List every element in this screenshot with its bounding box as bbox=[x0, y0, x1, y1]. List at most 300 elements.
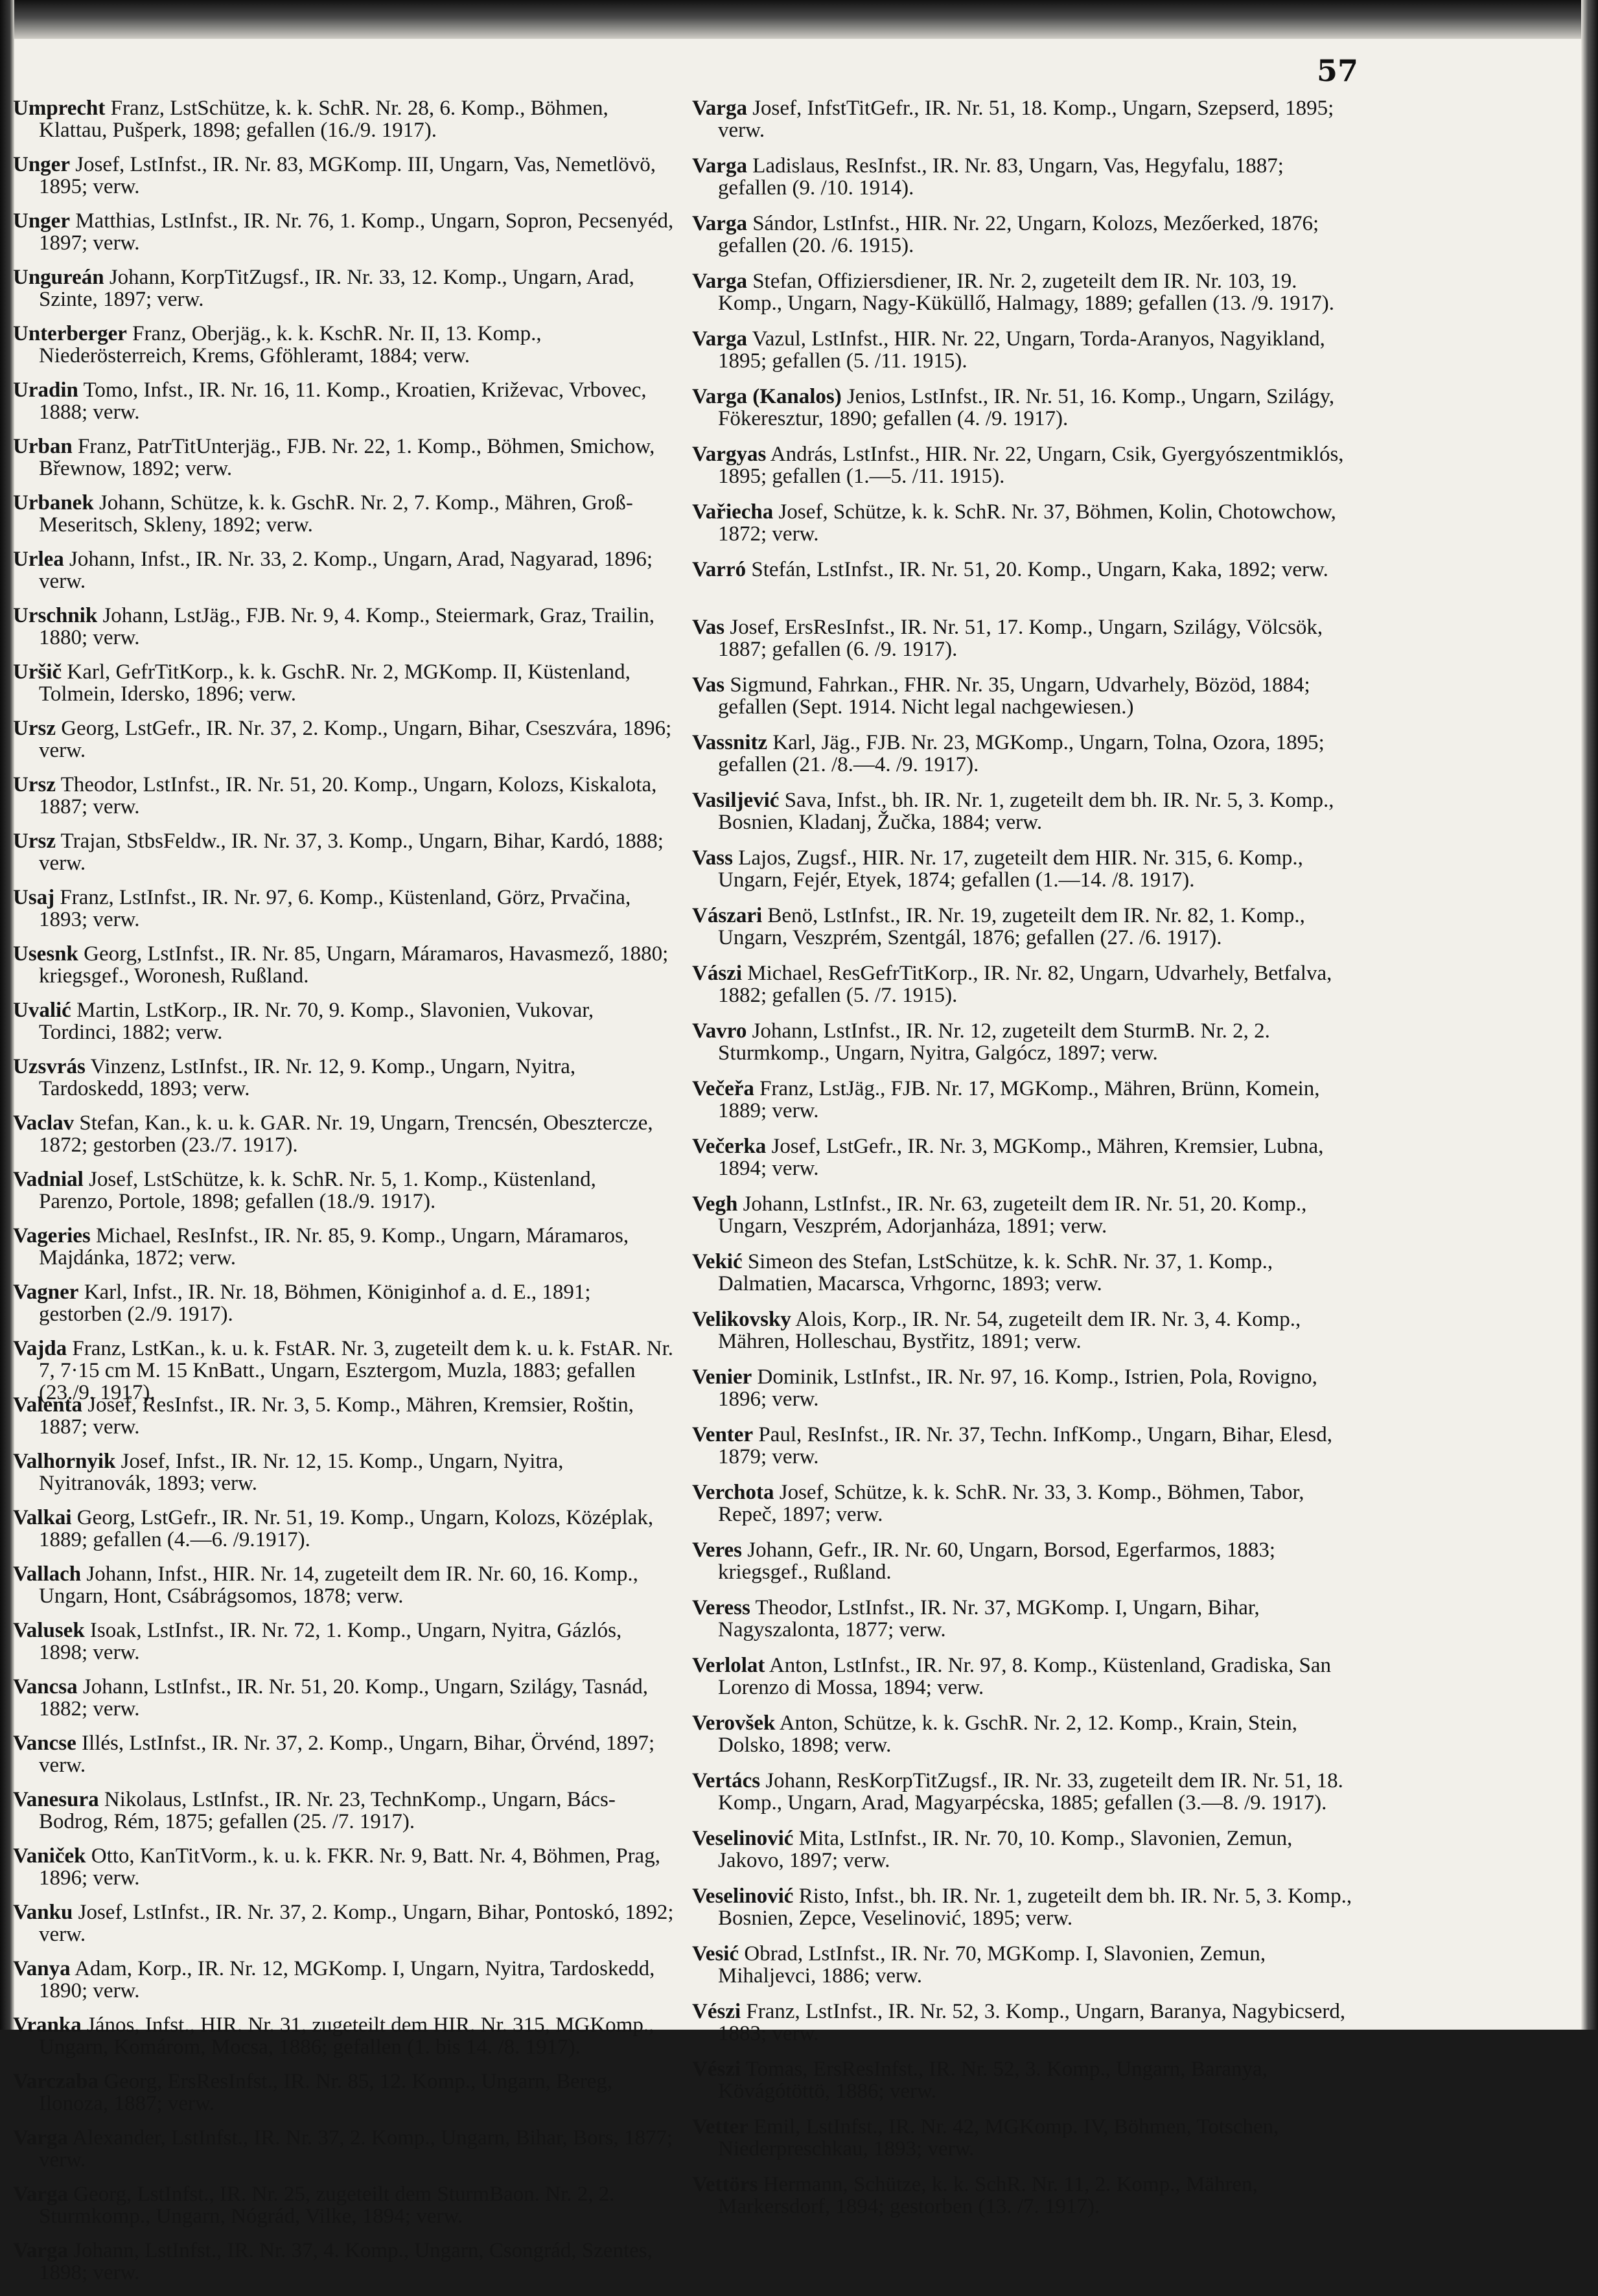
casualty-entry bbox=[13, 1507, 674, 1563]
casualty-entry bbox=[692, 847, 1356, 905]
right-column bbox=[692, 97, 1356, 2231]
entry-text bbox=[13, 774, 674, 818]
entry-surname: Venier bbox=[692, 1365, 752, 1389]
entry-text bbox=[692, 962, 1356, 1006]
casualty-entry bbox=[13, 1619, 674, 1676]
entry-text bbox=[692, 1885, 1356, 1929]
entry-text bbox=[13, 2014, 674, 2058]
casualty-entry bbox=[692, 2058, 1356, 2116]
entry-details: Anton, Schütze, k. k. GschR. Nr. 2, 12. Komp., Krain, Stein, Dolsko, 1898; verw. bbox=[718, 1711, 1298, 1757]
entry-text bbox=[13, 210, 674, 254]
casualty-entry bbox=[692, 1020, 1356, 1078]
casualty-entry bbox=[692, 1251, 1356, 1308]
casualty-entry bbox=[13, 774, 674, 830]
entry-details: Johann, LstJäg., FJB. Nr. 9, 4. Komp., Steiermark, Graz, Trailin, 1880; verw. bbox=[39, 604, 654, 649]
casualty-entry bbox=[13, 887, 674, 943]
entry-text bbox=[692, 1712, 1356, 1756]
casualty-entry bbox=[692, 1308, 1356, 1366]
entry-text bbox=[13, 1225, 674, 1269]
casualty-entry bbox=[692, 328, 1356, 386]
entry-details: Paul, ResInfst., IR. Nr. 37, Techn. InfKomp., Ungarn, Bihar, Elesd, 1879; verw. bbox=[718, 1423, 1333, 1468]
entry-surname: Ursz bbox=[13, 717, 56, 740]
entry-text bbox=[13, 605, 674, 649]
casualty-entry bbox=[13, 605, 674, 661]
entry-surname: Vadnial bbox=[13, 1168, 84, 1191]
entry-details: Josef, ErsResInfst., IR. Nr. 51, 17. Komp., Ungarn, Szilágy, Völcsök, 1887; gefallen (6. /9. 1917). bbox=[718, 616, 1323, 661]
entry-text bbox=[692, 905, 1356, 949]
entry-details: Sigmund, Fahrkan., FHR. Nr. 35, Ungarn, Udvarhely, Bözöd, 1884; gefallen (Sept. 1914. Nicht legal nachgewiesen.) bbox=[718, 673, 1310, 719]
entry-surname: Valhornyik bbox=[13, 1450, 116, 1473]
entry-details: Otto, KanTitVorm., k. u. k. FKR. Nr. 9, Batt. Nr. 4, Böhmen, Prag, 1896; verw. bbox=[39, 1844, 660, 1890]
casualty-entry bbox=[692, 1366, 1356, 1424]
casualty-entry bbox=[692, 962, 1356, 1020]
entry-details: Johann, Infst., HIR. Nr. 14, zugeteilt dem IR. Nr. 60, 16. Komp., Ungarn, Hont, Csábrágsomos, 1878; verw. bbox=[39, 1562, 638, 1608]
entry-surname: Unger bbox=[13, 153, 70, 176]
entry-details: Anton, LstInfst., IR. Nr. 97, 8. Komp., Küstenland, Gradiska, San Lorenzo di Mossa, 1894; verw. bbox=[718, 1654, 1331, 1699]
entry-surname: Vagner bbox=[13, 1281, 79, 1304]
casualty-entry bbox=[13, 154, 674, 210]
entry-text bbox=[692, 1827, 1356, 1872]
entry-text bbox=[13, 1394, 674, 1438]
entry-details: Isoak, LstInfst., IR. Nr. 72, 1. Komp., Ungarn, Nyitra, Gázlós, 1898; verw. bbox=[39, 1619, 622, 1664]
entry-text bbox=[13, 379, 674, 423]
entry-details: Karl, GefrTitKorp., k. k. GschR. Nr. 2, MGKomp. II, Küstenland, Tolmein, Idersko, 1896; verw. bbox=[39, 660, 631, 706]
entry-text bbox=[692, 2000, 1356, 2045]
casualty-entry bbox=[13, 323, 674, 379]
entry-details: Johann, ResKorpTitZugsf., IR. Nr. 33, zugeteilt dem IR. Nr. 51, 18. Komp., Ungarn, Arad, Magyarpécska, 1885; gefallen (3.—8. /9. 1917). bbox=[718, 1769, 1343, 1815]
entry-text bbox=[13, 1619, 674, 1664]
entry-details: Simeon des Stefan, LstSchütze, k. k. SchR. Nr. 37, 1. Komp., Dalmatien, Macarsca, Vrhgornc, 1893; verw. bbox=[718, 1250, 1273, 1295]
entry-surname: Velikovsky bbox=[692, 1308, 791, 1331]
entry-surname: Vetter bbox=[692, 2115, 748, 2139]
casualty-entry bbox=[692, 616, 1356, 674]
entry-details: Jenios, LstInfst., IR. Nr. 51, 16. Komp., Ungarn, Szilágy, Fökeresztur, 1890; gefallen (4. /9. 1917). bbox=[718, 385, 1335, 430]
entry-surname: Uršič bbox=[13, 660, 62, 684]
entry-surname: Uzsvrás bbox=[13, 1055, 86, 1078]
entry-text bbox=[13, 2070, 674, 2115]
casualty-entry bbox=[13, 1845, 674, 1901]
entry-text bbox=[13, 323, 674, 367]
casualty-entry bbox=[13, 2070, 674, 2127]
entry-details: Tomas, ErsResInfst., IR. Nr. 52, 3. Komp., Ungarn, Baranya, Kövágótöttö, 1886; verw. bbox=[718, 2058, 1268, 2103]
entry-surname: Vargyas bbox=[692, 443, 767, 466]
entry-surname: Vasiljević bbox=[692, 789, 780, 812]
entry-text bbox=[692, 1078, 1356, 1122]
entry-details: Michael, ResInfst., IR. Nr. 85, 9. Komp., Ungarn, Máramaros, Majdánka, 1872; verw. bbox=[39, 1224, 629, 1270]
casualty-entry bbox=[692, 1712, 1356, 1770]
casualty-entry bbox=[13, 1789, 674, 1845]
casualty-entry bbox=[13, 1112, 674, 1168]
entry-surname: Uvalić bbox=[13, 999, 71, 1022]
entry-details: Martin, LstKorp., IR. Nr. 70, 9. Komp., Slavonien, Vukovar, Tordinci, 1882; verw. bbox=[39, 999, 594, 1044]
casualty-entry bbox=[692, 97, 1356, 155]
entry-text bbox=[13, 1901, 674, 1945]
entry-surname: Verchota bbox=[692, 1481, 774, 1504]
entry-details: Hermann, Schütze, k. k. SchR. Nr. 11, 2. Komp., Mähren, Markersdorf, 1894; gestorben (13. /7. 1917). bbox=[718, 2173, 1258, 2218]
entry-surname: Vaclav bbox=[13, 1111, 75, 1135]
entry-details: Franz, LstJäg., FJB. Nr. 17, MGKomp., Mähren, Brünn, Komein, 1889; verw. bbox=[718, 1077, 1320, 1122]
entry-details: Alois, Korp., IR. Nr. 54, zugeteilt dem IR. Nr. 3, 4. Komp., Mähren, Holleschau, Bystřitz, 1891; verw. bbox=[718, 1308, 1301, 1353]
entry-details: Alexander, LstInfst., IR. Nr. 37, 2. Komp., Ungarn, Bihar, Bors, 1877; verw. bbox=[39, 2126, 673, 2172]
entry-surname: Urlea bbox=[13, 548, 64, 571]
entry-text bbox=[692, 1539, 1356, 1583]
entry-details: Franz, PatrTitUnterjäg., FJB. Nr. 22, 1. Komp., Böhmen, Smichow, Břewnow, 1892; verw. bbox=[39, 435, 655, 480]
entry-surname: Veres bbox=[692, 1538, 742, 1562]
entry-surname: Veselinović bbox=[692, 1827, 794, 1850]
entry-surname: Venter bbox=[692, 1423, 754, 1446]
casualty-entry bbox=[13, 1901, 674, 1958]
entry-text bbox=[692, 155, 1356, 199]
casualty-entry bbox=[13, 492, 674, 548]
casualty-entry bbox=[13, 435, 674, 492]
casualty-entry bbox=[692, 674, 1356, 732]
entry-details: Theodor, LstInfst., IR. Nr. 37, MGKomp. I, Ungarn, Bihar, Nagyszalonta, 1877; verw. bbox=[718, 1596, 1260, 1641]
entry-text bbox=[692, 1770, 1356, 1814]
entry-details: Karl, Infst., IR. Nr. 18, Böhmen, Königinhof a. d. E., 1891; gestorben (2./9. 1917). bbox=[39, 1281, 591, 1326]
entry-text bbox=[13, 661, 674, 705]
casualty-entry bbox=[13, 1732, 674, 1789]
entry-surname: Urbanek bbox=[13, 491, 94, 515]
entry-details: Franz, LstKan., k. u. k. FstAR. Nr. 3, zugeteilt dem k. u. k. FstAR. Nr. 7, 7·15 cm M. 15 KnBatt., Ungarn, Esztergom, Muzla, 1883; gefallen (23./9. 1917). bbox=[39, 1337, 674, 1404]
entry-text bbox=[692, 2174, 1356, 2218]
entry-text bbox=[13, 1789, 674, 1833]
entry-text bbox=[692, 1597, 1356, 1641]
entry-details: Josef, InfstTitGefr., IR. Nr. 51, 18. Komp., Ungarn, Szepserd, 1895; verw. bbox=[718, 97, 1334, 142]
entry-details: Josef, LstSchütze, k. k. SchR. Nr. 5, 1. Komp., Küstenland, Parenzo, Portole, 1898; gefallen (18./9. 1917). bbox=[39, 1168, 596, 1213]
entry-surname: Vanya bbox=[13, 1957, 71, 1980]
entry-details: Johann, LstInfst., IR. Nr. 12, zugeteilt dem SturmB. Nr. 2, 2. Sturmkomp., Ungarn, Nyitra, Galgócz, 1897; verw. bbox=[718, 1019, 1270, 1065]
entry-text bbox=[692, 1193, 1356, 1237]
entry-surname: Vařiecha bbox=[692, 500, 774, 524]
entry-surname: Umprecht bbox=[13, 97, 106, 120]
casualty-entry bbox=[692, 1827, 1356, 1885]
entry-surname: Varga bbox=[692, 327, 747, 351]
entry-details: Franz, LstInfst., IR. Nr. 97, 6. Komp., Küstenland, Görz, Prvačina, 1893; verw. bbox=[39, 886, 631, 931]
entry-surname: Varró bbox=[692, 558, 747, 581]
casualty-entry bbox=[692, 1597, 1356, 1654]
entry-details: Josef, Schütze, k. k. SchR. Nr. 37, Böhmen, Kolin, Chotowchow, 1872; verw. bbox=[718, 500, 1336, 546]
entry-text bbox=[692, 501, 1356, 545]
entry-details: Johann, Schütze, k. k. GschR. Nr. 2, 7. Komp., Mähren, Groß-Meseritsch, Skleny, 1892; verw. bbox=[39, 491, 633, 537]
casualty-entry bbox=[13, 943, 674, 999]
entry-details: János, Infst., HIR. Nr. 31, zugeteilt dem HIR. Nr. 315, MGKomp., Ungarn, Komárom, Mocsa, 1886; gefallen (1. bis 14. /8. 1917). bbox=[39, 2013, 654, 2059]
entry-text bbox=[692, 328, 1356, 372]
entry-surname: Vallach bbox=[13, 1562, 82, 1586]
entry-text bbox=[692, 847, 1356, 891]
entry-text bbox=[13, 1281, 674, 1325]
entry-details: Sándor, LstInfst., HIR. Nr. 22, Ungarn, Kolozs, Mezőerked, 1876; gefallen (20. /6. 1915). bbox=[718, 212, 1319, 257]
entry-surname: Vas bbox=[692, 616, 725, 639]
entry-text bbox=[692, 674, 1356, 718]
entry-text bbox=[13, 830, 674, 874]
casualty-entry bbox=[13, 2183, 674, 2240]
entry-surname: Vassnitz bbox=[692, 731, 768, 754]
entry-text bbox=[13, 97, 674, 141]
casualty-entry bbox=[13, 1563, 674, 1619]
entry-details: Vinzenz, LstInfst., IR. Nr. 12, 9. Komp., Ungarn, Nyitra, Tardoskedd, 1893; verw. bbox=[39, 1055, 576, 1100]
casualty-entry bbox=[692, 501, 1356, 559]
entry-details: Mita, LstInfst., IR. Nr. 70, 10. Komp., Slavonien, Zemun, Jakovo, 1897; verw. bbox=[718, 1827, 1293, 1872]
entry-text bbox=[13, 943, 674, 987]
entry-text bbox=[692, 732, 1356, 776]
entry-details: Benö, LstInfst., IR. Nr. 19, zugeteilt dem IR. Nr. 82, 1. Komp., Ungarn, Veszprém, Szentgál, 1876; gefallen (27. /6. 1917). bbox=[718, 904, 1305, 949]
casualty-entry bbox=[692, 155, 1356, 213]
entry-details: Josef, Schütze, k. k. SchR. Nr. 33, 3. Komp., Böhmen, Tabor, Repeč, 1897; verw. bbox=[718, 1481, 1304, 1526]
entry-details: Michael, ResGefrTitKorp., IR. Nr. 82, Ungarn, Udvarhely, Betfalva, 1882; gefallen (5. /7. 1915). bbox=[718, 962, 1332, 1007]
entry-details: Stefan, Kan., k. u. k. GAR. Nr. 19, Ungarn, Trencsén, Obesztercze, 1872; gestorben (23./7. 1917). bbox=[39, 1111, 653, 1157]
entry-surname: Varga bbox=[13, 2183, 68, 2206]
casualty-entry bbox=[692, 1481, 1356, 1539]
casualty-entry bbox=[13, 210, 674, 266]
entry-text bbox=[13, 154, 674, 198]
entry-details: Georg, LstGefr., IR. Nr. 51, 19. Komp., Ungarn, Kolozs, Középlak, 1889; gefallen (4.—6. /9.1917). bbox=[39, 1506, 654, 1551]
casualty-entry bbox=[13, 1281, 674, 1338]
casualty-entry bbox=[13, 548, 674, 605]
entry-details: Josef, LstInfst., IR. Nr. 83, MGKomp. III, Ungarn, Vas, Nemetlövö, 1895; verw. bbox=[39, 153, 656, 198]
entry-text bbox=[692, 1366, 1356, 1410]
entry-surname: Ursz bbox=[13, 773, 56, 796]
entry-text bbox=[13, 1563, 674, 1607]
entry-surname: Urban bbox=[13, 435, 73, 458]
entry-details: Franz, LstSchütze, k. k. SchR. Nr. 28, 6. Komp., Böhmen, Klattau, Pušperk, 1898; gefallen (16./9. 1917). bbox=[39, 97, 608, 142]
entry-details: Josef, ResInfst., IR. Nr. 3, 5. Komp., Mähren, Kremsier, Roštin, 1887; verw. bbox=[39, 1393, 634, 1439]
page-number: 57 bbox=[1316, 53, 1358, 88]
entry-details: Johann, Infst., IR. Nr. 33, 2. Komp., Ungarn, Arad, Nagyarad, 1896; verw. bbox=[39, 548, 653, 593]
entry-surname: Vászari bbox=[692, 904, 763, 927]
casualty-entry bbox=[13, 2014, 674, 2070]
casualty-entry bbox=[13, 379, 674, 435]
entry-surname: Vas bbox=[692, 673, 725, 697]
entry-text bbox=[692, 1654, 1356, 1699]
entry-details: András, LstInfst., HIR. Nr. 22, Ungarn, Csik, Gyergyószentmiklós, 1895; gefallen (1.—5. /11. 1915). bbox=[718, 443, 1344, 488]
casualty-entry bbox=[13, 266, 674, 323]
entry-surname: Valkai bbox=[13, 1506, 72, 1529]
entry-text bbox=[13, 2240, 674, 2284]
entry-surname: Uradin bbox=[13, 378, 78, 402]
entry-details: Theodor, LstInfst., IR. Nr. 51, 20. Komp., Ungarn, Kolozs, Kiskalota, 1887; verw. bbox=[39, 773, 657, 818]
entry-surname: Valusek bbox=[13, 1619, 85, 1642]
casualty-entry bbox=[692, 732, 1356, 789]
entry-surname: Varga bbox=[13, 2239, 68, 2262]
casualty-entry bbox=[692, 1770, 1356, 1827]
entry-text bbox=[13, 1450, 674, 1494]
entry-details: Georg, LstInfst., IR. Nr. 25, zugeteilt dem SturmBaon. Nr. 2, 2. Sturmkomp., Ungarn, Nógrád, Vilke, 1894; verw. bbox=[39, 2183, 615, 2228]
entry-text bbox=[692, 1251, 1356, 1295]
entry-surname: Vanesura bbox=[13, 1788, 99, 1811]
entry-surname: Vekić bbox=[692, 1250, 743, 1273]
casualty-entry bbox=[692, 1654, 1356, 1712]
entry-details: Karl, Jäg., FJB. Nr. 23, MGKomp., Ungarn, Tolna, Ozora, 1895; gefallen (21. /8.—4. /9. 1917). bbox=[718, 731, 1325, 776]
entry-surname: Varga bbox=[692, 212, 747, 235]
casualty-entry bbox=[13, 1225, 674, 1281]
entry-surname: Večerka bbox=[692, 1135, 767, 1158]
left-column bbox=[13, 97, 674, 2296]
entry-text bbox=[692, 1481, 1356, 1525]
casualty-entry bbox=[13, 830, 674, 887]
entry-details: Obrad, LstInfst., IR. Nr. 70, MGKomp. I, Slavonien, Zemun, Mihaljevci, 1886; verw. bbox=[718, 1942, 1266, 1988]
entry-text bbox=[13, 887, 674, 931]
entry-text bbox=[692, 97, 1356, 141]
entry-surname: Varga bbox=[692, 154, 747, 178]
entry-details: Georg, LstGefr., IR. Nr. 37, 2. Komp., Ungarn, Bihar, Cseszvára, 1896; verw. bbox=[39, 717, 672, 762]
entry-surname: Varga bbox=[13, 2126, 68, 2150]
entry-text bbox=[692, 2116, 1356, 2160]
entry-surname: Vegh bbox=[692, 1192, 738, 1216]
entry-text bbox=[13, 548, 674, 592]
entry-details: Georg, LstInfst., IR. Nr. 85, Ungarn, Máramaros, Havasmező, 1880; kriegsgef., Woronesh, Rußland. bbox=[39, 942, 669, 988]
casualty-entry bbox=[13, 2127, 674, 2183]
entry-details: Lajos, Zugsf., HIR. Nr. 17, zugeteilt dem HIR. Nr. 315, 6. Komp., Ungarn, Fejér, Etyek, 1874; gefallen (1.—14. /8. 1917). bbox=[718, 846, 1303, 892]
entry-surname: Verovšek bbox=[692, 1711, 776, 1735]
entry-text bbox=[13, 266, 674, 310]
entry-text bbox=[692, 789, 1356, 833]
casualty-entry bbox=[13, 1056, 674, 1112]
casualty-entry bbox=[13, 1450, 674, 1507]
entry-text bbox=[13, 2183, 674, 2227]
entry-text bbox=[692, 1308, 1356, 1352]
casualty-entry bbox=[13, 1337, 674, 1404]
entry-surname: Varczaba bbox=[13, 2070, 98, 2093]
entry-surname: Ursz bbox=[13, 829, 56, 853]
casualty-entry bbox=[13, 97, 674, 154]
entry-surname: Ungureán bbox=[13, 266, 104, 289]
entry-details: Vazul, LstInfst., HIR. Nr. 22, Ungarn, Torda-Aranyos, Nagyikland, 1895; gefallen (5. /11. 1915). bbox=[718, 327, 1325, 373]
entry-text bbox=[692, 1135, 1356, 1179]
entry-text bbox=[692, 213, 1356, 257]
entry-text bbox=[13, 1112, 674, 1156]
entry-details: Emil, LstInfst., IR. Nr. 42, MGKomp. IV, Böhmen, Totschen, Niederpreschkau, 1893; verw. bbox=[718, 2115, 1279, 2161]
entry-text bbox=[13, 1056, 674, 1100]
entry-details: Ladislaus, ResInfst., IR. Nr. 83, Ungarn, Vas, Hegyfalu, 1887; gefallen (9. /10. 1914). bbox=[718, 154, 1284, 200]
entry-surname: Varga (Kanalos) bbox=[692, 385, 842, 408]
entry-text bbox=[13, 2127, 674, 2171]
entry-surname: Unger bbox=[13, 209, 70, 233]
entry-surname: Veress bbox=[692, 1596, 750, 1619]
entry-surname: Vajda bbox=[13, 1337, 67, 1360]
entry-text bbox=[13, 492, 674, 536]
casualty-entry bbox=[13, 1394, 674, 1450]
entry-surname: Vass bbox=[692, 846, 733, 870]
entry-text bbox=[692, 616, 1356, 660]
entry-details: Dominik, LstInfst., IR. Nr. 97, 16. Komp., Istrien, Pola, Rovigno, 1896; verw. bbox=[718, 1365, 1317, 1411]
entry-surname: Vészi bbox=[692, 2058, 741, 2081]
entry-details: Adam, Korp., IR. Nr. 12, MGKomp. I, Ungarn, Nyitra, Tardoskedd, 1890; verw. bbox=[39, 1957, 655, 2002]
entry-text bbox=[13, 1845, 674, 1889]
entry-surname: Vészi bbox=[692, 2000, 741, 2023]
entry-details: Nikolaus, LstInfst., IR. Nr. 23, TechnKomp., Ungarn, Bács-Bodrog, Rém, 1875; gefallen (25. /7. 1917). bbox=[39, 1788, 616, 1833]
entry-details: Stefán, LstInfst., IR. Nr. 51, 20. Komp., Ungarn, Kaka, 1892; verw. bbox=[751, 558, 1328, 581]
entry-surname: Vászi bbox=[692, 962, 742, 985]
entry-surname: Unterberger bbox=[13, 322, 127, 345]
entry-text bbox=[13, 1958, 674, 2002]
entry-surname: Varga bbox=[692, 97, 747, 120]
page-edge-top bbox=[0, 0, 1598, 39]
entry-surname: Vertács bbox=[692, 1769, 761, 1792]
entry-surname: Vancse bbox=[13, 1732, 76, 1755]
entry-text bbox=[692, 1020, 1356, 1064]
entry-details: Illés, LstInfst., IR. Nr. 37, 2. Komp., Ungarn, Bihar, Örvénd, 1897; verw. bbox=[39, 1732, 655, 1777]
entry-text bbox=[13, 435, 674, 480]
page-binding-edge bbox=[0, 0, 14, 2030]
casualty-entry bbox=[692, 2174, 1356, 2231]
casualty-entry bbox=[692, 443, 1356, 501]
casualty-entry bbox=[692, 789, 1356, 847]
casualty-entry bbox=[692, 1943, 1356, 2000]
entry-details: Stefan, Offiziersdiener, IR. Nr. 2, zugeteilt dem IR. Nr. 103, 19. Komp., Ungarn, Nagy-Küküllő, Halmagy, 1889; gefallen (13. /9. 1917). bbox=[718, 270, 1335, 315]
casualty-entry bbox=[13, 1958, 674, 2014]
entry-surname: Vageries bbox=[13, 1224, 91, 1247]
page-edge-right bbox=[1581, 0, 1598, 2030]
entry-details: Matthias, LstInfst., IR. Nr. 76, 1. Komp., Ungarn, Sopron, Pecsenyéd, 1897; verw. bbox=[39, 209, 674, 255]
entry-details: Josef, LstInfst., IR. Nr. 37, 2. Komp., Ungarn, Bihar, Pontoskó, 1892; verw. bbox=[39, 1901, 674, 1946]
casualty-entry bbox=[13, 717, 674, 774]
casualty-entry bbox=[13, 1168, 674, 1225]
entry-details: Sava, Infst., bh. IR. Nr. 1, zugeteilt dem bh. IR. Nr. 5, 3. Komp., Bosnien, Kladanj, Žučka, 1884; verw. bbox=[718, 789, 1334, 834]
entry-text bbox=[692, 386, 1356, 430]
casualty-entry bbox=[692, 559, 1356, 616]
entry-surname: Vavro bbox=[692, 1019, 747, 1043]
entry-details: Johann, KorpTitZugsf., IR. Nr. 33, 12. Komp., Ungarn, Arad, Szinte, 1897; verw. bbox=[39, 266, 634, 311]
casualty-entry bbox=[692, 905, 1356, 962]
casualty-entry bbox=[692, 1193, 1356, 1251]
casualty-entry bbox=[692, 1885, 1356, 1943]
entry-text bbox=[13, 1676, 674, 1720]
entry-details: Johann, LstInfst., IR. Nr. 63, zugeteilt dem IR. Nr. 51, 20. Komp., Ungarn, Veszprém, Adorjanháza, 1891; verw. bbox=[718, 1192, 1307, 1238]
entry-details: Tomo, Infst., IR. Nr. 16, 11. Komp., Kroatien, Križevac, Vrbovec, 1888; verw. bbox=[39, 378, 647, 424]
entry-surname: Večeřa bbox=[692, 1077, 754, 1100]
entry-surname: Usaj bbox=[13, 886, 55, 909]
casualty-entry bbox=[13, 661, 674, 717]
casualty-entry bbox=[13, 1676, 674, 1732]
entry-text bbox=[692, 2058, 1356, 2102]
entry-surname: Urschnik bbox=[13, 604, 98, 627]
entry-text bbox=[13, 1168, 674, 1212]
casualty-entry bbox=[692, 2000, 1356, 2058]
entry-surname: Veselinović bbox=[692, 1884, 794, 1908]
casualty-entry bbox=[692, 1135, 1356, 1193]
entry-text bbox=[13, 999, 674, 1043]
entry-text bbox=[13, 717, 674, 761]
entry-surname: Vesić bbox=[692, 1942, 739, 1966]
entry-text bbox=[692, 443, 1356, 487]
casualty-entry bbox=[692, 270, 1356, 328]
casualty-entry bbox=[692, 386, 1356, 443]
entry-text bbox=[692, 1943, 1356, 1987]
entry-details: Johann, Gefr., IR. Nr. 60, Ungarn, Borsod, Egerfarmos, 1883; kriegsgef., Rußland. bbox=[718, 1538, 1276, 1584]
entry-details: Trajan, StbsFeldw., IR. Nr. 37, 3. Komp., Ungarn, Bihar, Kardó, 1888; verw. bbox=[39, 829, 664, 875]
entry-details: Josef, Infst., IR. Nr. 12, 15. Komp., Ungarn, Nyitra, Nyitranovák, 1893; verw. bbox=[39, 1450, 564, 1495]
entry-details: Johann, LstInfst., IR. Nr. 37, 4. Komp., Ungarn, Csongrád, Szentes, 1898; verw. bbox=[39, 2239, 653, 2284]
entry-surname: Vaniček bbox=[13, 1844, 86, 1868]
casualty-entry bbox=[692, 213, 1356, 270]
casualty-entry bbox=[692, 1539, 1356, 1597]
entry-surname: Usesnk bbox=[13, 942, 78, 966]
entry-surname: Vancsa bbox=[13, 1675, 78, 1699]
entry-details: Franz, LstInfst., IR. Nr. 52, 3. Komp., Ungarn, Baranya, Nagybicserd, 1883; verw. bbox=[718, 2000, 1346, 2045]
casualty-entry bbox=[13, 2240, 674, 2296]
entry-details: Franz, Oberjäg., k. k. KschR. Nr. II, 13. Komp., Niederösterreich, Krems, Gföhleramt, 1884; verw. bbox=[39, 322, 542, 367]
entry-text bbox=[13, 1732, 674, 1776]
casualty-entry bbox=[692, 1078, 1356, 1135]
entry-surname: Vranka bbox=[13, 2013, 82, 2037]
entry-details: Johann, LstInfst., IR. Nr. 51, 20. Komp., Ungarn, Szilágy, Tasnád, 1882; verw. bbox=[39, 1675, 649, 1721]
entry-text bbox=[692, 270, 1356, 314]
entry-surname: Vanku bbox=[13, 1901, 73, 1924]
casualty-entry bbox=[692, 1424, 1356, 1481]
entry-surname: Varga bbox=[692, 270, 747, 293]
entry-details: Risto, Infst., bh. IR. Nr. 1, zugeteilt dem bh. IR. Nr. 5, 3. Komp., Bosnien, Zepce, Veselinović, 1895; verw. bbox=[718, 1884, 1352, 1930]
entry-surname: Valenta bbox=[13, 1393, 82, 1417]
